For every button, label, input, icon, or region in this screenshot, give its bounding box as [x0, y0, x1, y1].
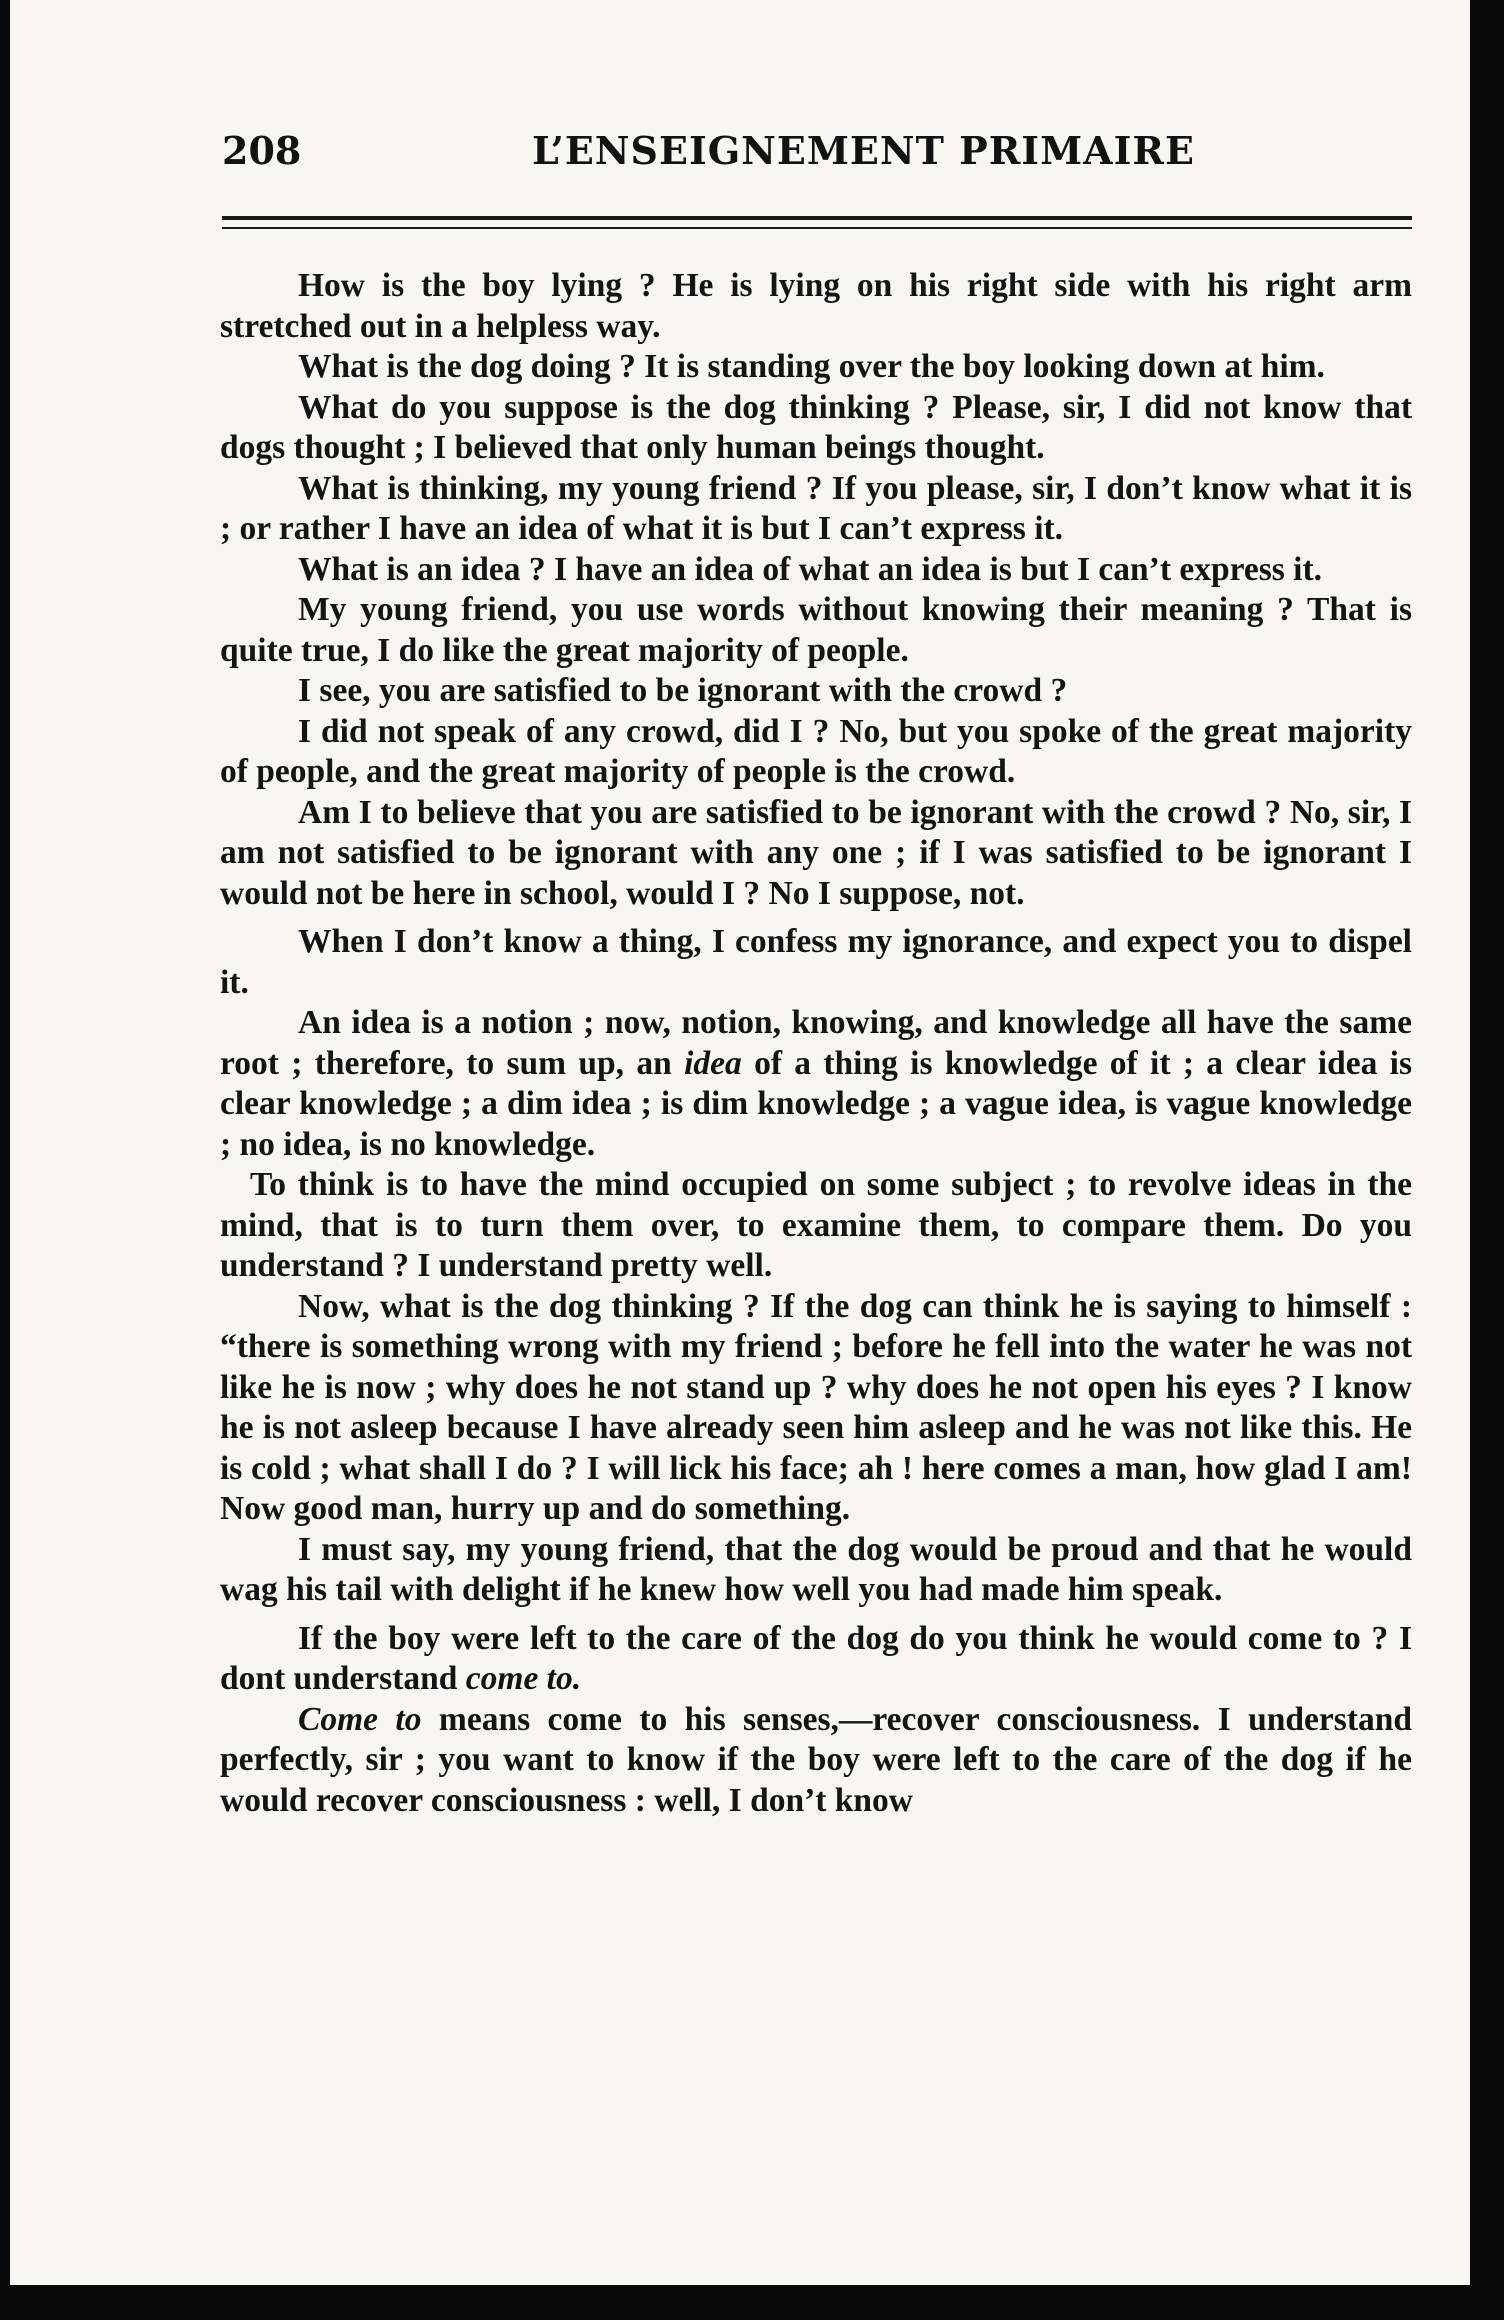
- scan-border-bottom: [0, 2285, 1504, 2320]
- text-run: means come to his senses,—recover consciousness. I understand perfectly, sir ; you want to know if the boy were left to the care of the dog if he would recover consciousness : well, I don’t know: [220, 1700, 1412, 1819]
- italic-term: come to.: [465, 1660, 582, 1697]
- paragraph: What is the dog doing ? It is standing over the boy looking down at him.: [298, 348, 1325, 385]
- paragraph: I did not speak of any crowd, did I ? No, but you spoke of the great majority of people, and the great majority of people is the crowd.: [220, 712, 1412, 790]
- italic-term: Come to: [298, 1700, 422, 1738]
- paragraph: To think is to have the mind occupied on some subject ; to revolve ideas in the mind, that is to turn them over, to examine them, to compare them. Do you understand ? I understand pretty well.: [220, 1166, 1412, 1284]
- scan-border-left: [0, 0, 10, 2320]
- text-run: An idea is a notion ; now, notion, knowing, and knowledge all have the same root ; therefore, to sum up, an: [220, 1004, 1412, 1082]
- paragraph: What do you suppose is the dog thinking ? Please, sir, I did not know that dogs thought ; I believed that only human beings thought.: [220, 388, 1412, 466]
- page-number: 208: [222, 128, 302, 173]
- running-title: L’ENSEIGNEMENT PRIMAIRE: [532, 128, 1195, 173]
- paragraph: My young friend, you use words without knowing their meaning ? That is quite true, I do like the great majority of people.: [220, 591, 1412, 669]
- paragraph: What is an idea ? I have an idea of what an idea is but I can’t express it.: [298, 550, 1323, 588]
- paragraph: Am I to believe that you are satisfied to be ignorant with the crowd ? No, sir, I am not satisfied to be ignorant with any one ; if I was satisfied to be ignorant I would not be here in school, would I ? No I suppose, not.: [220, 793, 1412, 912]
- page-body: [220, 266, 1412, 1821]
- paragraph: What is thinking, my young friend ? If you please, sir, I don’t know what it is ; or rather I have an idea of what it is but I can’t express it.: [220, 469, 1412, 547]
- header-double-rule: [222, 216, 1412, 229]
- text-run: of a thing is knowledge of it ; a clear idea is clear knowledge ; a dim idea ; is dim knowledge ; a vague idea, is vague knowledge ; no idea, is no knowledge.: [220, 1044, 1412, 1163]
- page-header: [222, 128, 1412, 188]
- italic-term: idea: [684, 1044, 742, 1082]
- scan-border-right: [1470, 0, 1504, 2320]
- paragraph-definition: [220, 1700, 1412, 1822]
- paragraph: When I don’t know a thing, I confess my ignorance, and expect you to dispel it.: [220, 923, 1412, 1001]
- paragraph: Now, what is the dog thinking ? If the dog can think he is saying to himself : “there is something wrong with my friend ; before he fell into the water he was not like he is now ; why does he not stand up ? why does he not open his eyes ? I know he is not asleep because I have already seen him asleep and he was not like this. He is cold ; what shall I do ? I will lick his face; ah ! here comes a man, how glad I am! Now good man, hurry up and do something.: [220, 1287, 1412, 1527]
- paragraph: I see, you are satisfied to be ignorant with the crowd ?: [298, 672, 1068, 709]
- paragraph: How is the boy lying ? He is lying on his right side with his right arm stretched out in a helpless way.: [220, 267, 1412, 345]
- paragraph: I must say, my young friend, that the dog would be proud and that he would wag his tail with delight if he knew how well you had made him speak.: [220, 1530, 1412, 1608]
- paragraph-idea: [220, 1003, 1412, 1165]
- text-run: If the boy were left to the care of the dog do you think he would come to ? I dont understand: [220, 1619, 1412, 1697]
- paragraph-come-to: [220, 1619, 1412, 1700]
